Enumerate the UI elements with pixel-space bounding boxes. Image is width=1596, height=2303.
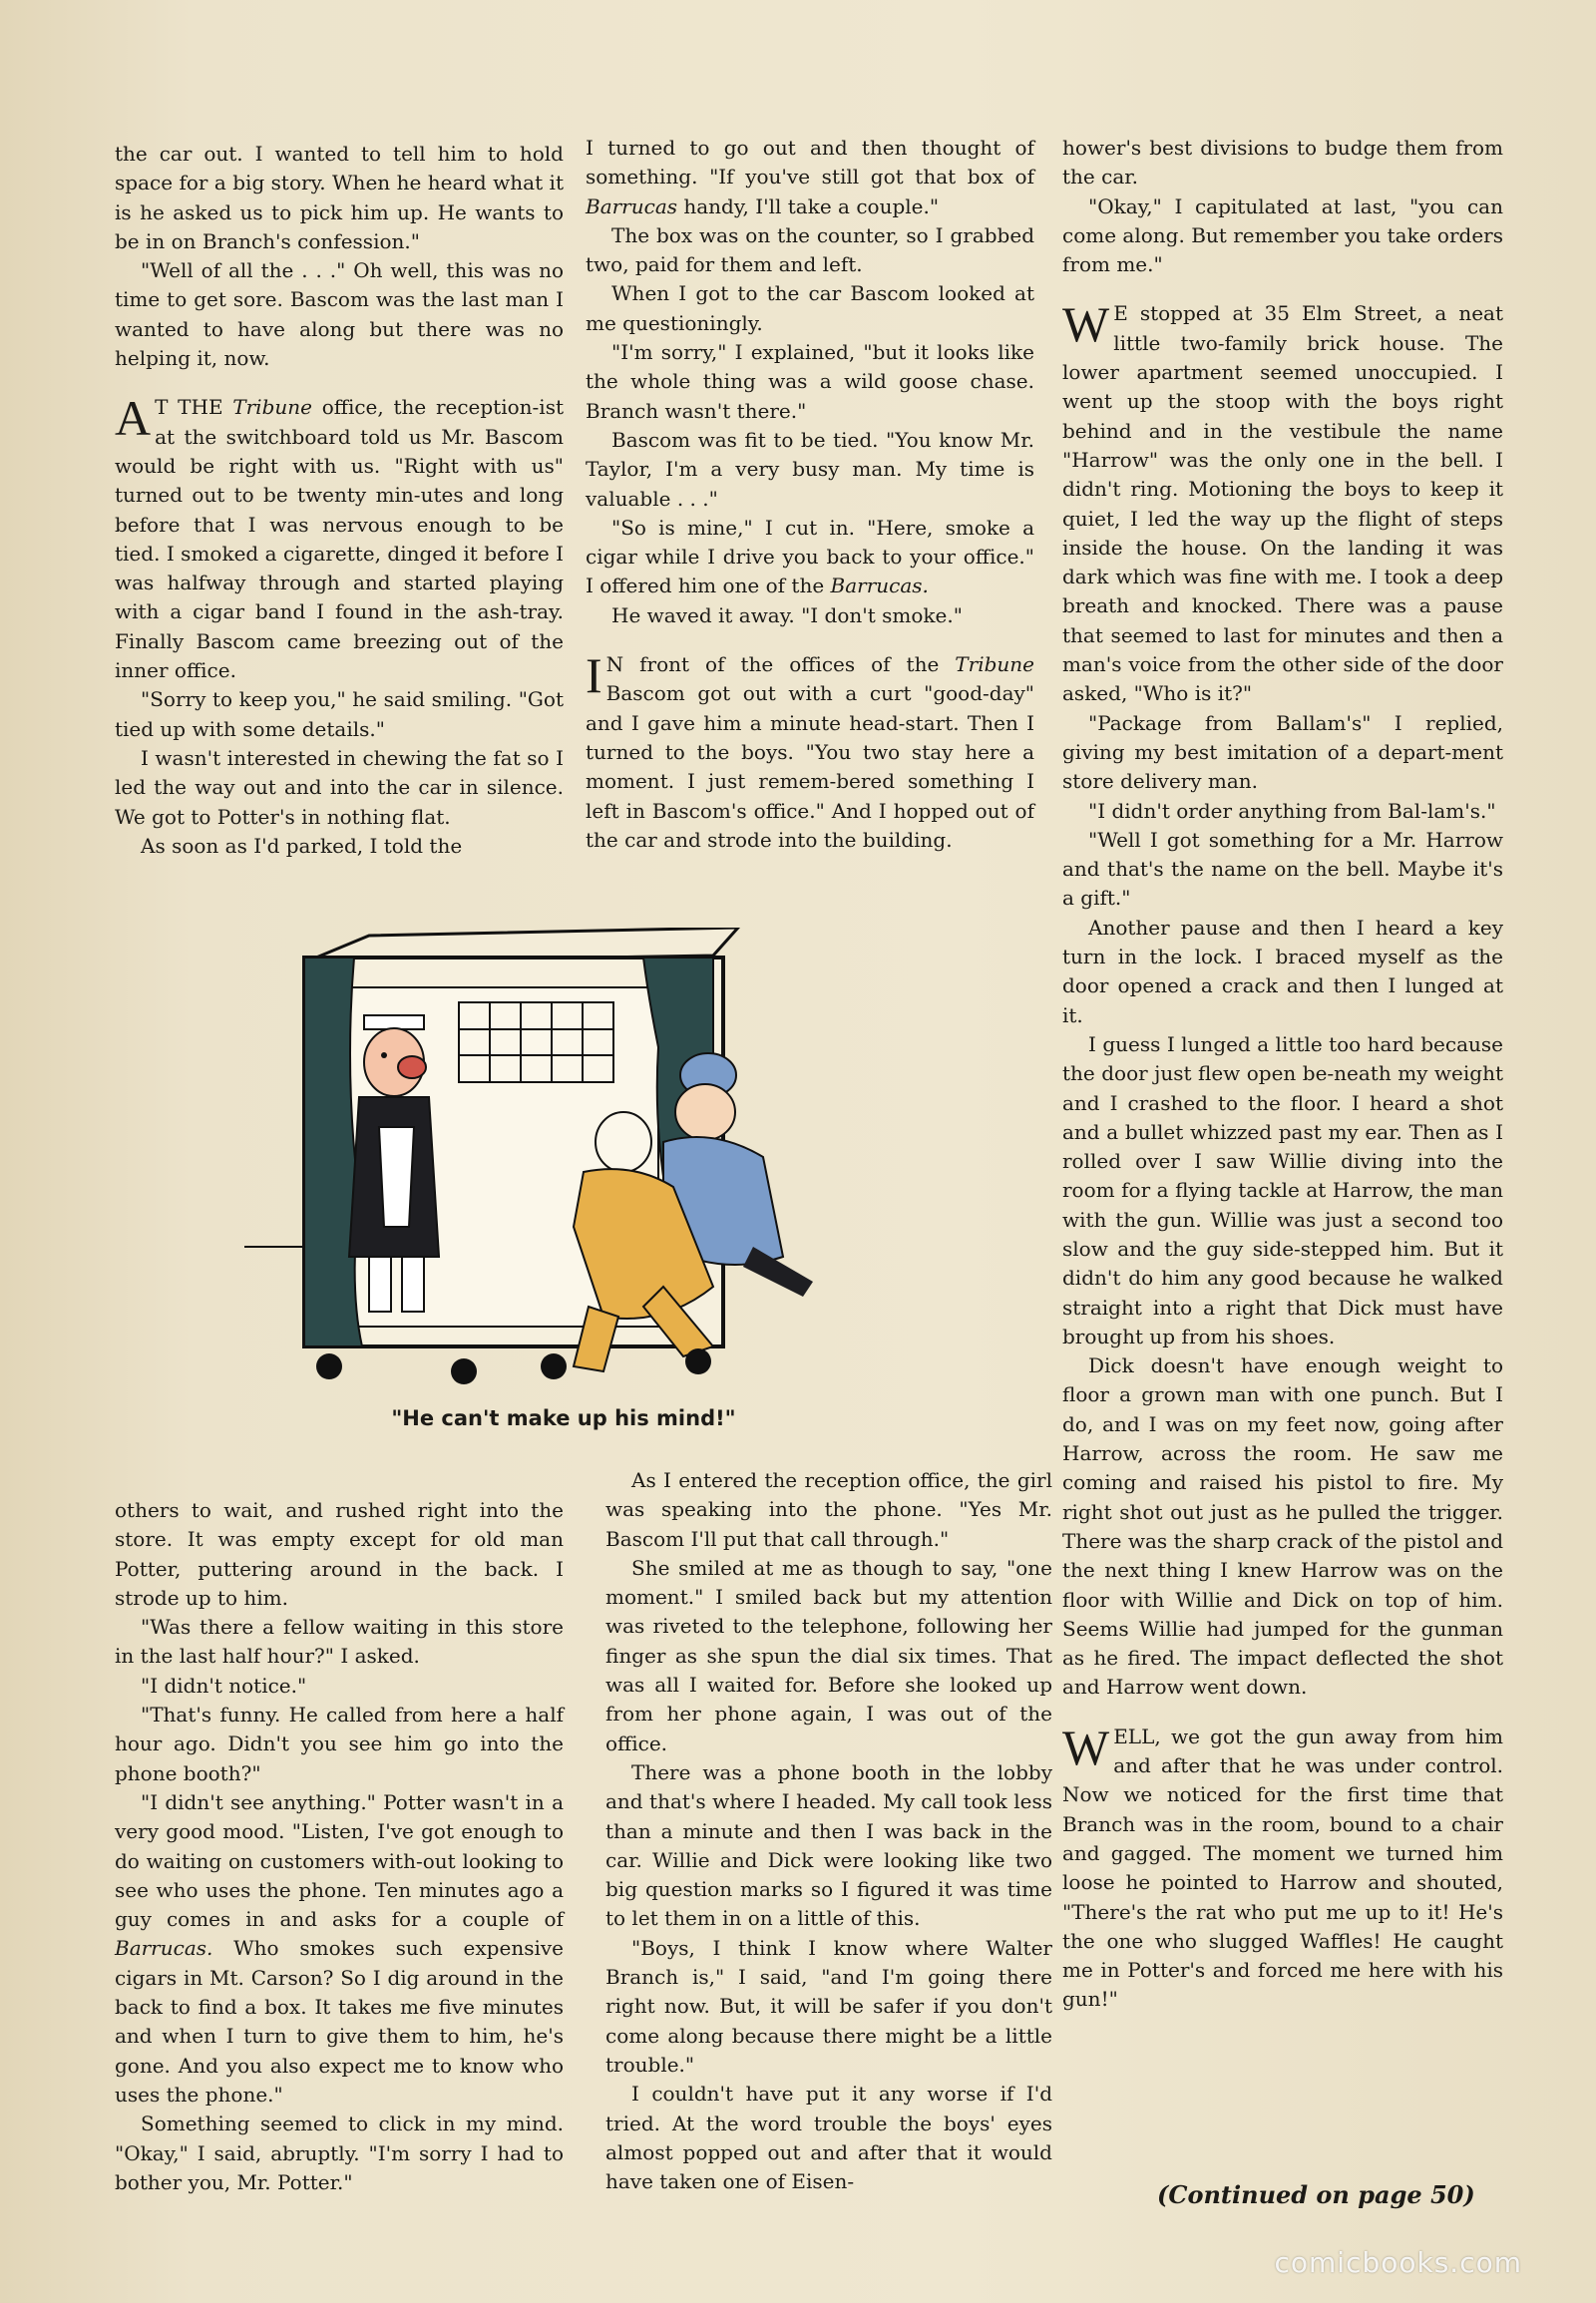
illustration-caption: "He can't make up his mind!" — [391, 1406, 736, 1430]
paragraph: hower's best divisions to budge them from the car. — [1062, 136, 1503, 190]
paragraph: As soon as I'd parked, I told the — [141, 833, 463, 858]
drop-cap: W — [1062, 1719, 1110, 1775]
booth-wheels — [316, 1348, 711, 1384]
drop-cap: W — [1062, 296, 1110, 353]
column-3 — [1062, 134, 1503, 2015]
paragraph: Bascom was fit to be tied. "You know Mr. Taylor, I'm a very busy man. My time is valuable . . ." — [586, 427, 1034, 511]
paragraph: "I didn't notice." — [141, 1673, 307, 1698]
paragraph: I couldn't have put it any worse if I'd tried. At the word trouble the boys' eyes almost popped out and after that it would have taken one of Eisen- — [605, 2082, 1052, 2194]
paragraph: I N front of the offices of the Tribune Bascom got out with a curt "good-day" and I gave him a minute head-start. Then I turned to the boys. "You two stay here a moment. I just remem-bered something I left in Bascom's office." And I hopped out of the car and strode into the building. — [586, 647, 1034, 852]
drop-cap: A — [115, 390, 152, 447]
paragraph: "So is mine," I cut in. "Here, smoke a cigar while I drive you back to your office." I offered him one of the Barrucas. — [586, 515, 1034, 598]
continued-on-page: (Continued on page 50) — [1157, 2180, 1475, 2209]
paragraph: I guess I lunged a little too hard because the door just flew open be-neath my weight and I crashed to the floor. I heard a shot and a bullet whizzed past my ear. Then as I rolled over I saw Willie diving into the room for a flying tackle at Harrow, the man with the gun. Willie was just a second too slow and the guy side-stepped him. But it didn't do him any good because he walked straight into a right that Dick must have brought up from his shoes. — [1062, 1031, 1503, 1348]
cartoon-illustration — [244, 928, 883, 1396]
paragraph: "Okay," I capitulated at last, "you can come along. But remember you take orders from me." — [1062, 193, 1503, 277]
paragraph: "Well I got something for a Mr. Harrow and that's the name on the bell. Maybe it's a gift." — [1062, 827, 1503, 911]
column-2-top — [586, 134, 1034, 855]
paragraph: "I didn't order anything from Bal-lam's." — [1088, 798, 1496, 823]
paragraph: The box was on the counter, so I grabbed two, paid for them and left. — [586, 222, 1034, 277]
paragraph: the car out. I wanted to tell him to hold space for a big story. When he heard what it is he asked us to pick him up. He wants to be in on Branch's confession." — [115, 142, 564, 253]
paragraph: "Sorry to keep you," he said smiling. "Got tied up with some details." — [115, 687, 564, 741]
paragraph: When I got to the car Bascom looked at me questioningly. — [586, 281, 1034, 335]
paragraph: "I'm sorry," I explained, "but it looks like the whole thing was a wild goose chase. Branch wasn't there." — [586, 340, 1034, 423]
paragraph: others to wait, and rushed right into the store. It was empty except for old man Potter, puttering around in the back. I strode up to him. — [115, 1498, 564, 1610]
paragraph: WELL, we got the gun away from him and after that he was under control. Now we noticed for the first time that Branch was in the room, bound to a chair and gagged. The moment we turned him loose he pointed to Harrow and shouted, "There's the rat who put me up to it! He's the one who slugged Waffles! He caught me in Potter's and forced me here with his gun!" — [1062, 1719, 1503, 2012]
paragraph: I turned to go out and then thought of something. "If you've still got that box of Barrucas handy, I'll take a couple." — [586, 136, 1034, 218]
paragraph: "That's funny. He called from here a half hour ago. Didn't you see him go into the phone booth?" — [115, 1703, 564, 1785]
paragraph: Something seemed to click in my mind. "Okay," I said, abruptly. "I'm sorry I had to bother you, Mr. Potter." — [115, 2111, 564, 2194]
paragraph: "Well of all the . . ." Oh well, this was no time to get sore. Bascom was the last man I wanted to have along but there was no helping it, now. — [115, 258, 564, 371]
paragraph: She smiled at me as though to say, "one moment." I smiled back but my attention was riveted to the telephone, following her finger as she spun the dial six times. That was all I waited for. Before she looked up from her phone again, I was out of the office. — [605, 1555, 1052, 1755]
paragraph: I wasn't interested in chewing the fat so I led the way out and into the car in silence. We got to Potter's in nothing flat. — [115, 745, 564, 829]
paragraph: W E stopped at 35 Elm Street, a neat little two-family brick house. The lower apartment seemed unoccupied. I went up the stoop with the boys right behind and in the vestibule the name "Harrow" was the only one in the bell. I didn't ring. Motioning the boys to keep it quiet, I led the way up the flight of steps inside the house. On the landing it was dark which was fine with me. I took a deep breath and knocked. There was a pause that seemed to last for minutes and then a man's voice from the other side of the door asked, "Who is it?" — [1062, 296, 1503, 706]
paragraph: There was a phone booth in the lobby and that's where I headed. My call took less than a minute and then I was back in the car. Willie and Dick were looking like two big question marks so I figured it was time to let them in on a little of this. — [605, 1759, 1052, 1931]
paragraph: "Package from Ballam's" I replied, giving my best imitation of a depart-ment store delivery man. — [1062, 710, 1503, 794]
column-1-bottom — [115, 1496, 564, 2197]
site-watermark: comicbooks.com — [1274, 2246, 1522, 2279]
paragraph: He waved it away. "I don't smoke." — [611, 602, 963, 627]
paragraph: Dick doesn't have enough weight to floor a grown man with one punch. But I do, and I was on my feet now, going after Harrow, across the room. He saw me coming and raised his pistol to fire. My right shot out just as he pulled the trigger. There was the sharp crack of the pistol and the next thing I knew Harrow was on the floor with Willie and Dick on top of him. Seems Willie had jumped for the gunman as he fired. The impact deflected the shot and Harrow went down. — [1062, 1353, 1503, 1700]
paragraph: Another pause and then I heard a key turn in the lock. I braced myself as the door opened a crack and then I lunged at it. — [1062, 915, 1503, 1027]
column-1-top — [115, 140, 564, 861]
drop-cap: I — [586, 647, 602, 704]
paragraph: "Boys, I think I know where Walter Branch is," I said, "and I'm going there right now. But, it will be safer if you don't come along because there might be a little trouble." — [605, 1935, 1052, 2077]
paragraph: As I entered the reception office, the girl was speaking into the phone. "Yes Mr. Bascom I'll put that call through." — [605, 1468, 1052, 1551]
paragraph: "I didn't see anything." Potter wasn't in a very good mood. "Listen, I've got enough to do waiting on customers with-out looking to see who uses the phone. Ten minutes ago a guy comes in and asks for a couple of Barrucas. Who smokes such expensive cigars in Mt. Carson? So I dig around in the back to find a box. It takes me five minutes and when I turn to give them to him, he's gone. And you also expect me to know who uses the phone." — [115, 1789, 564, 2107]
paragraph: A T THE Tribune office, the reception-ist at the switchboard told us Mr. Bascom would be right with us. "Right with us" turned out to be twenty min-utes and long before that I was nervous enough to be tied. I smoked a cigarette, dinged it before I was halfway through and started playing with a cigar band I found in the ash-tray. Finally Bascom came breezing out of the inner office. — [115, 390, 564, 683]
column-2-bottom — [605, 1466, 1052, 2196]
paragraph: "Was there a fellow waiting in this store in the last half hour?" I asked. — [115, 1615, 564, 1669]
